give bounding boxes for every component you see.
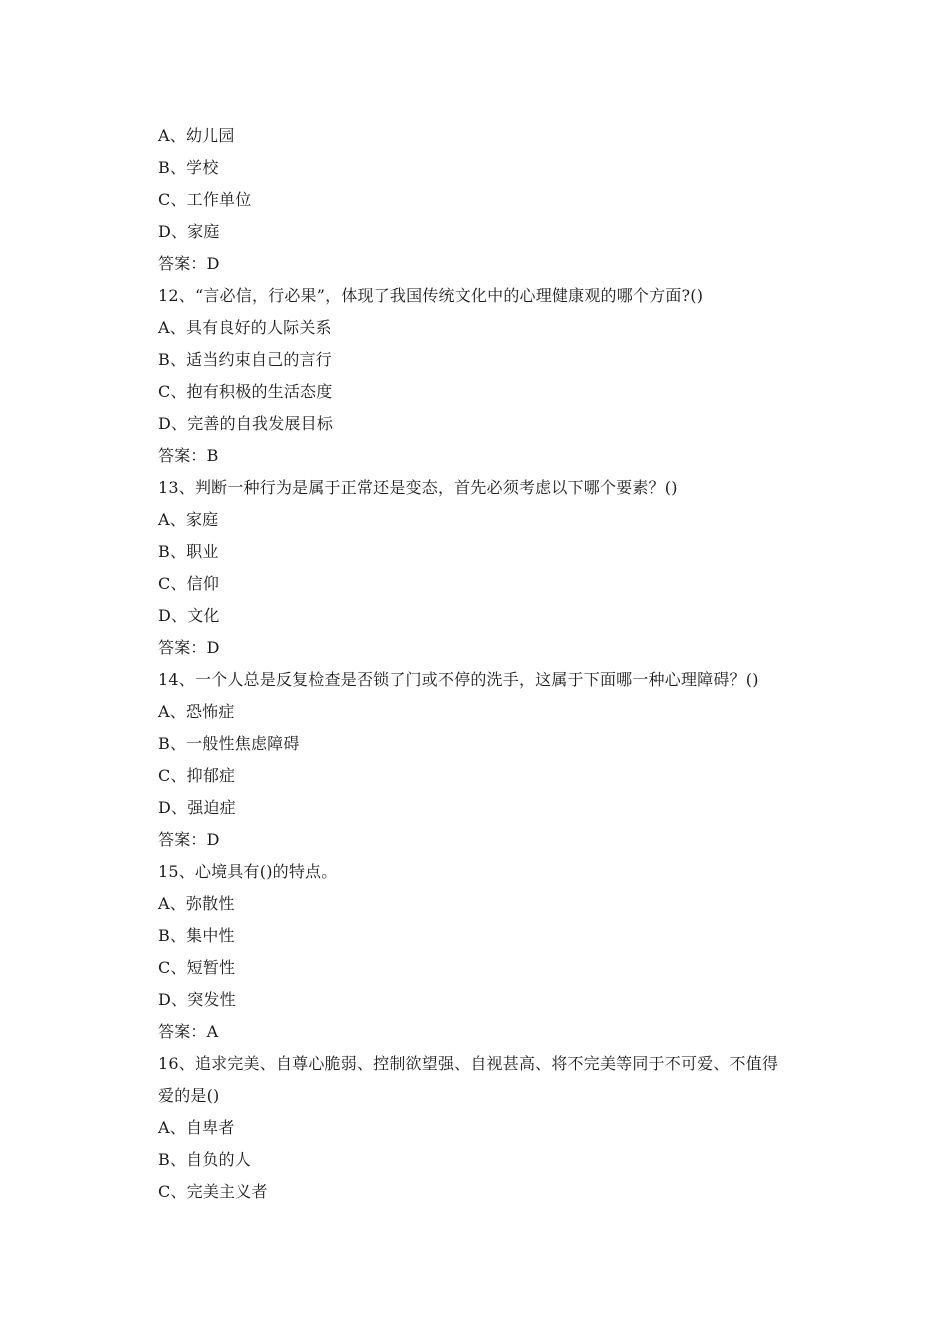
option-c-q15: C、短暂性: [158, 958, 236, 977]
option-b-q16: B、自负的人: [158, 1150, 251, 1169]
document-page: [158, 120, 818, 1208]
question-12: 12、“言必信，行必果”，体现了我国传统文化中的心理健康观的哪个方面?(): [158, 286, 704, 305]
option-c-q13: C、信仰: [158, 574, 220, 593]
option-d-q11: D、家庭: [158, 222, 220, 241]
option-d-q15: D、突发性: [158, 990, 236, 1009]
option-a-q12: A、具有良好的人际关系: [158, 318, 332, 337]
question-15: 15、心境具有()的特点。: [158, 862, 338, 881]
option-b-q14: B、一般性焦虑障碍: [158, 734, 300, 753]
option-a-q16: A、自卑者: [158, 1118, 235, 1137]
option-d-q13: D、文化: [158, 606, 220, 625]
option-a-q15: A、弥散性: [158, 894, 235, 913]
question-16-line-1: 16、追求完美、自尊心脆弱、控制欲望强、自视甚高、将不完美等同于不可爱、不值得: [158, 1054, 779, 1073]
answer-q12: 答案：B: [158, 446, 219, 465]
question-13: 13、判断一种行为是属于正常还是变态，首先必须考虑以下哪个要素？(): [158, 478, 678, 497]
option-b-q11: B、学校: [158, 158, 219, 177]
option-c-q14: C、抑郁症: [158, 766, 236, 785]
question-16-line-2: 爱的是(): [158, 1086, 220, 1105]
option-c-q11: C、工作单位: [158, 190, 252, 209]
answer-q14: 答案：D: [158, 830, 220, 849]
answer-q13: 答案：D: [158, 638, 220, 657]
option-a-q11: A、幼儿园: [158, 126, 235, 145]
answer-q11: 答案：D: [158, 254, 220, 273]
option-d-q12: D、完善的自我发展目标: [158, 414, 334, 433]
option-a-q14: A、恐怖症: [158, 702, 235, 721]
answer-q15: 答案：A: [158, 1022, 219, 1041]
option-b-q12: B、适当约束自己的言行: [158, 350, 332, 369]
option-c-q12: C、抱有积极的生活态度: [158, 382, 333, 401]
question-14: 14、一个人总是反复检查是否锁了门或不停的洗手，这属于下面哪一种心理障碍？(): [158, 670, 759, 689]
option-b-q15: B、集中性: [158, 926, 235, 945]
option-a-q13: A、家庭: [158, 510, 219, 529]
option-d-q14: D、强迫症: [158, 798, 236, 817]
option-b-q13: B、职业: [158, 542, 219, 561]
option-c-q16: C、完美主义者: [158, 1182, 268, 1201]
